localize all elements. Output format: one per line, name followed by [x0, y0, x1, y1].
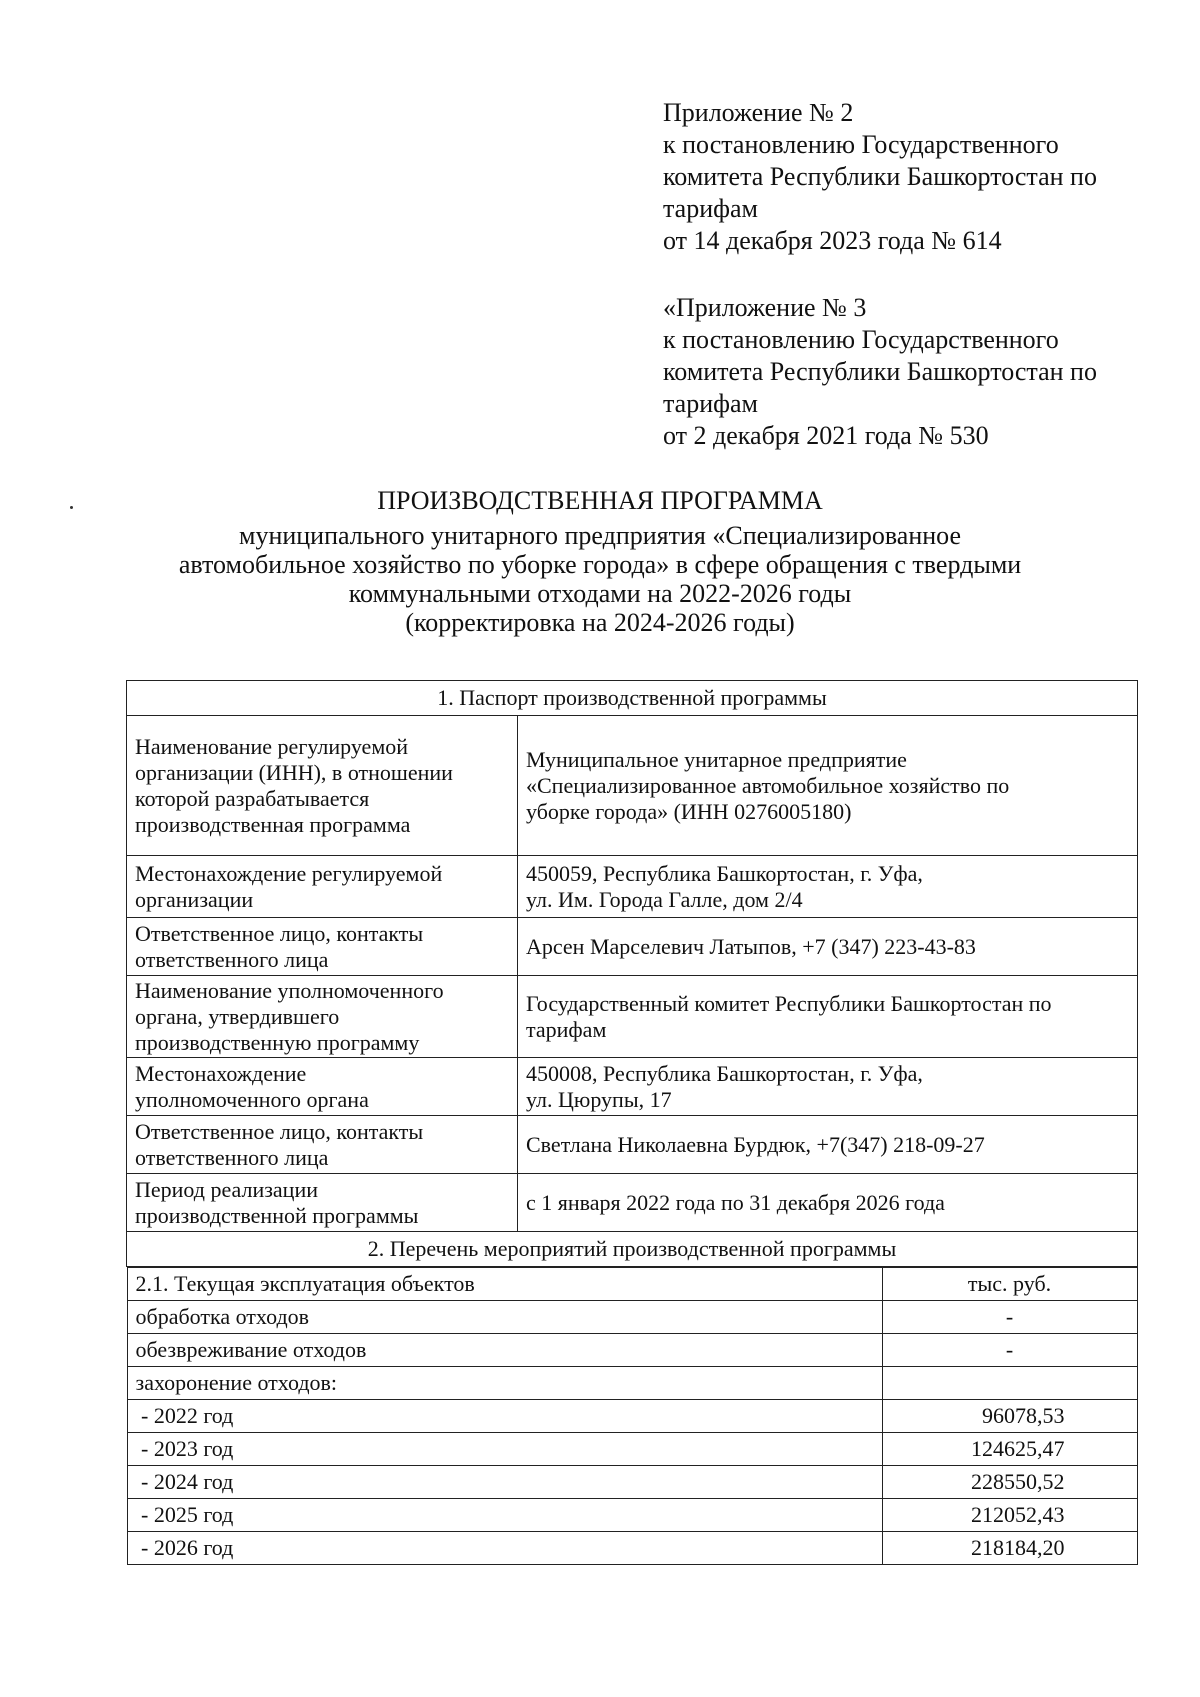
activity-label: - 2024 год — [127, 1466, 882, 1499]
table-row — [127, 1268, 1137, 1301]
row-label — [127, 1058, 518, 1116]
activity-value: 124625,47 — [882, 1433, 1137, 1466]
activity-value: - — [882, 1301, 1137, 1334]
label-line: органа, утвердившего — [135, 1003, 340, 1029]
label-line: производственная программа — [135, 811, 411, 837]
annex-3-header — [663, 292, 1163, 452]
value-line: ул. Им. Города Галле, дом 2/4 — [526, 886, 803, 912]
row-value — [518, 856, 1138, 918]
subheader-label: 2.1. Текущая эксплуатация объектов — [127, 1268, 882, 1301]
document-subtitle — [60, 521, 1140, 637]
activity-value: 228550,52 — [882, 1466, 1137, 1499]
table-row — [127, 1466, 1137, 1499]
label-line: ответственного лица — [135, 1144, 329, 1170]
activities-table — [127, 1267, 1138, 1565]
section-1-header: 1. Паспорт производственной программы — [127, 681, 1138, 716]
annex-line: тарифам — [663, 389, 758, 418]
value-line: 450008, Республика Башкортостан, г. Уфа, — [526, 1060, 923, 1086]
table-row — [127, 1058, 1138, 1116]
value-line: Арсен Марселевич Латыпов, +7 (347) 223-43-83 — [526, 933, 976, 959]
table-row — [127, 1367, 1137, 1400]
label-line: Наименование уполномоченного — [135, 977, 444, 1003]
activity-label: захоронение отходов: — [127, 1367, 882, 1400]
label-line: ответственного лица — [135, 946, 329, 972]
row-value — [518, 1116, 1138, 1174]
row-value — [518, 716, 1138, 856]
annex-line: Приложение № 2 — [663, 98, 854, 127]
row-label — [127, 976, 518, 1058]
subtitle-line: муниципального унитарного предприятия «Специализированное — [238, 521, 962, 550]
annex-line: комитета Республики Башкортостан по — [663, 357, 1097, 386]
label-line: Ответственное лицо, контакты — [135, 1118, 424, 1144]
row-value — [518, 976, 1138, 1058]
subtitle-line: (корректировка на 2024-2026 годы) — [405, 608, 795, 637]
table-row — [127, 1301, 1137, 1334]
value-line: Муниципальное унитарное предприятие — [526, 746, 907, 772]
table-row — [127, 856, 1138, 918]
annex-line: к постановлению Государственного — [663, 325, 1059, 354]
table-row — [127, 1116, 1138, 1174]
activity-label: - 2026 год — [127, 1532, 882, 1565]
program-table — [126, 680, 1138, 1565]
section-2-body — [127, 1267, 1138, 1566]
section-2-header-row — [127, 1232, 1138, 1267]
table-row — [127, 1174, 1138, 1232]
row-value — [518, 918, 1138, 976]
label-line: производственную программу — [135, 1029, 420, 1055]
subtitle-line: коммунальными отходами на 2022-2026 годы — [348, 579, 852, 608]
row-label — [127, 716, 518, 856]
section-1-header-row — [127, 681, 1138, 716]
activity-label: - 2023 год — [127, 1433, 882, 1466]
row-value — [518, 1058, 1138, 1116]
section-2-header: 2. Перечень мероприятий производственной программы — [127, 1232, 1138, 1267]
value-line: с 1 января 2022 года по 31 декабря 2026 года — [526, 1189, 945, 1215]
label-line: производственной программы — [135, 1202, 419, 1228]
value-line: тарифам — [526, 1016, 607, 1042]
annex-line: к постановлению Государственного — [663, 130, 1059, 159]
activity-value: - — [882, 1334, 1137, 1367]
table-row — [127, 1267, 1138, 1566]
annex-line: от 14 декабря 2023 года № 614 — [663, 226, 1002, 255]
value-line: 450059, Республика Башкортостан, г. Уфа, — [526, 860, 923, 886]
activity-value: 218184,20 — [882, 1532, 1137, 1565]
activity-label: - 2025 год — [127, 1499, 882, 1532]
table-row — [127, 1532, 1137, 1565]
row-label — [127, 1174, 518, 1232]
value-line: Светлана Николаевна Бурдюк, +7(347) 218-09-27 — [526, 1131, 985, 1157]
value-line: «Специализированное автомобильное хозяйство по — [526, 772, 1010, 798]
label-line: организации — [135, 886, 254, 912]
subheader-unit: тыс. руб. — [882, 1268, 1137, 1301]
row-value — [518, 1174, 1138, 1232]
table-row — [127, 1499, 1137, 1532]
label-line: уполномоченного органа — [135, 1086, 369, 1112]
document-title: ПРОИЗВОДСТВЕННАЯ ПРОГРАММА — [377, 486, 823, 515]
table-row — [127, 1433, 1137, 1466]
value-line: уборке города» (ИНН 0276005180) — [526, 798, 852, 824]
annex-line: комитета Республики Башкортостан по — [663, 162, 1097, 191]
label-line: Период реализации — [135, 1176, 319, 1202]
label-line: Наименование регулируемой — [135, 733, 409, 759]
label-line: организации (ИНН), в отношении — [135, 759, 453, 785]
table-row — [127, 918, 1138, 976]
activity-label: обезвреживание отходов — [127, 1334, 882, 1367]
subtitle-line: автомобильное хозяйство по уборке города» в сфере обращения с твердыми — [178, 550, 1022, 579]
label-line: которой разрабатывается — [135, 785, 370, 811]
table-row — [127, 1334, 1137, 1367]
label-line: Местонахождение регулируемой — [135, 860, 443, 886]
table-row — [127, 976, 1138, 1058]
activity-label: - 2022 год — [127, 1400, 882, 1433]
annex-line: тарифам — [663, 194, 758, 223]
table-row — [127, 1400, 1137, 1433]
row-label — [127, 856, 518, 918]
table-row — [127, 716, 1138, 856]
annex-2-header — [663, 97, 1163, 257]
label-line: Ответственное лицо, контакты — [135, 920, 424, 946]
value-line: Государственный комитет Республики Башкортостан по — [526, 990, 1052, 1016]
value-line: ул. Цюрупы, 17 — [526, 1086, 672, 1112]
activity-value: 96078,53 — [882, 1400, 1137, 1433]
row-label — [127, 918, 518, 976]
activity-value — [882, 1367, 1137, 1400]
activity-value: 212052,43 — [882, 1499, 1137, 1532]
row-label — [127, 1116, 518, 1174]
annex-line: «Приложение № 3 — [663, 293, 867, 322]
activity-label: обработка отходов — [127, 1301, 882, 1334]
label-line: Местонахождение — [135, 1060, 307, 1086]
annex-line: от 2 декабря 2021 года № 530 — [663, 421, 989, 450]
